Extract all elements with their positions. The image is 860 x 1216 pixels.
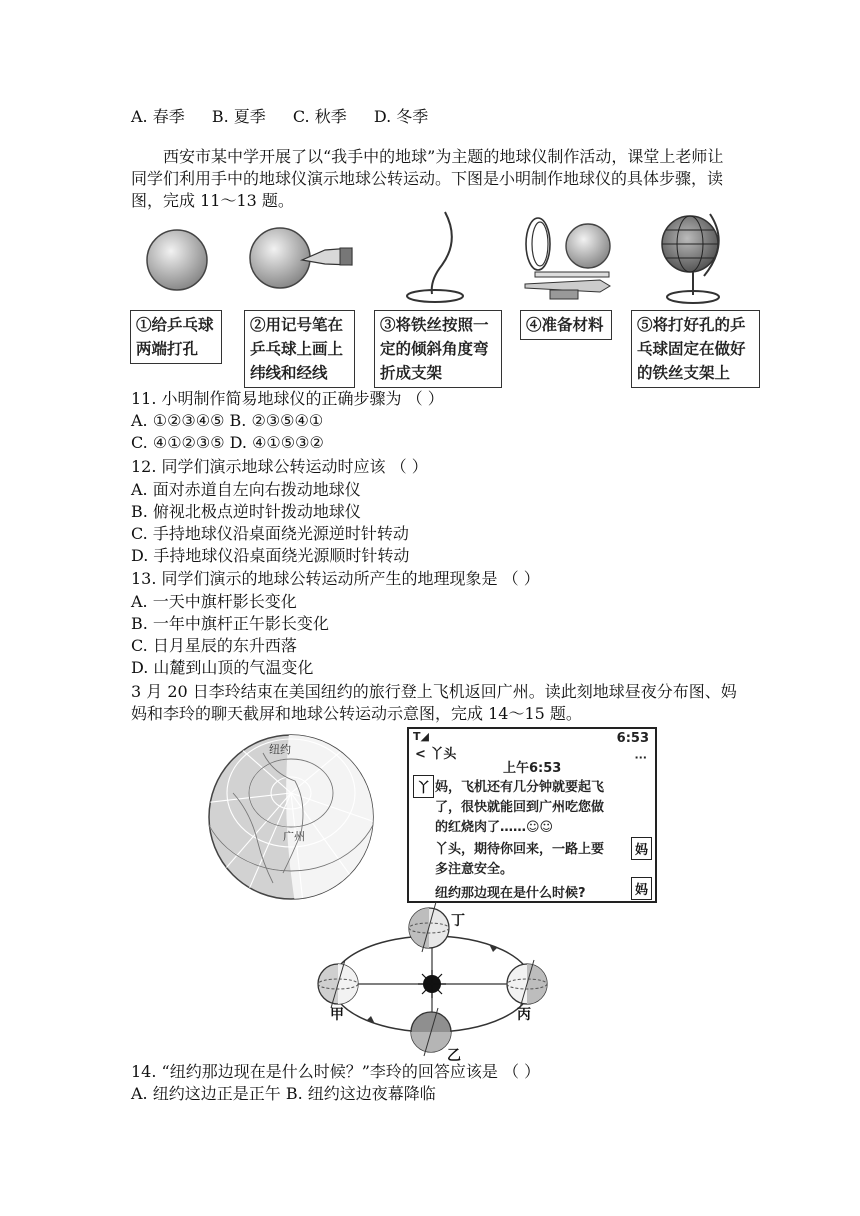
step-illustrations (130, 210, 770, 310)
q13-option-d: D. 山麓到山顶的气温变化 (131, 658, 314, 677)
label-jia: 甲 (330, 1007, 344, 1023)
q12-stem: 12. 同学们演示地球公转运动时应该 （ ） (131, 457, 428, 476)
label-bing: 丙 (517, 1007, 531, 1023)
option-d: D. 冬季 (373, 107, 429, 126)
option-b: B. 夏季 (211, 107, 266, 126)
step-box-2: ②用记号笔在乒乓球上画上纬线和经线 (244, 310, 355, 388)
msg1-line1: 妈，飞机还有几分钟就要起飞 (435, 780, 605, 795)
q12-option-a: A. 面对赤道自左向右拨动地球仪 (131, 480, 361, 499)
label-ding: 丁 (451, 913, 465, 929)
option-a: A. 春季 (131, 107, 185, 126)
msg1-line3: 的红烧肉了……☺☺ (435, 820, 554, 835)
q14-stem: 14. “纽约那边现在是什么时候？”李玲的回答应该是 （ ） (131, 1062, 541, 1081)
orbit-diagram (305, 900, 565, 1065)
finished-globe-illustration (662, 214, 719, 303)
newyork-label: 纽约 (269, 743, 291, 756)
q11-stem: 11. 小明制作简易地球仪的正确步骤为 （ ） (131, 389, 444, 408)
q13-stem: 13. 同学们演示的地球公转运动所产生的地理现象是 （ ） (131, 569, 540, 588)
more-icon[interactable]: ··· (634, 751, 647, 764)
msg2-line2: 多注意安全。 (435, 862, 514, 877)
signal-icon: T◢ (413, 730, 429, 743)
msg3: 纽约那边现在是什么时候? (435, 886, 586, 901)
day-night-globe (203, 733, 383, 903)
q13-option-c: C. 日月星辰的东升西落 (131, 636, 297, 655)
avatar-mom-2: 妈 (631, 877, 652, 900)
step-box-4: ④准备材料 (520, 310, 612, 340)
option-c: C. 秋季 (292, 107, 347, 126)
avatar-mom-1: 妈 (631, 837, 652, 860)
msg1-line2: 了，很快就能回到广州吃您做 (435, 800, 605, 815)
chat-back-title[interactable]: < 丫头 (415, 747, 457, 762)
intro-paragraph: 西安市某中学开展了以“我手中的地球”为主题的地球仪制作活动，课堂上老师让同学们利用手中的地球仪演示地球公转运动。下图是小明制作地球仪的具体步骤，读图，完成 11～13 题。 (131, 147, 724, 210)
q11-options-ab: A. ①②③④⑤ B. ②③⑤④① (131, 411, 324, 430)
step-box-1: ①给乒乓球两端打孔 (130, 310, 222, 364)
step-box-5: ⑤将打好孔的乒乓球固定在做好的铁丝支架上 (631, 310, 760, 388)
earth-bing (507, 960, 547, 1008)
guangzhou-label: 广州 (283, 830, 305, 843)
label-yi: 乙 (447, 1048, 461, 1064)
q14-options-ab: A. 纽约这边正是正午 B. 纽约这边夜幕降临 (131, 1084, 436, 1103)
step-box-3: ③将铁丝按照一定的倾斜角度弯折成支架 (374, 310, 502, 388)
status-clock: 6:53 (616, 731, 649, 746)
msg2-line1: 丫头，期待你回来，一路上要 (435, 842, 605, 857)
chat-time: 上午6:53 (503, 761, 562, 776)
q12-option-b: B. 俯视北极点逆时针拨动地球仪 (131, 502, 361, 521)
earth-ding (409, 902, 449, 952)
q12-option-c: C. 手持地球仪沿桌面绕光源逆时针转动 (131, 524, 409, 543)
intro2-paragraph: 3 月 20 日李玲结束在美国纽约的旅行登上飞机返回广州。读此刻地球昼夜分布图、妈妈和李玲的聊天截屏和地球公转运动示意图，完成 14～15 题。 (131, 682, 737, 723)
pingpong-ball-illustration (147, 230, 207, 290)
earth-yi (411, 1008, 451, 1056)
marked-ball-illustration (250, 228, 310, 288)
sun-icon (418, 970, 446, 998)
q13-option-b: B. 一年中旗杆正午影长变化 (131, 614, 329, 633)
wire-stand-illustration (407, 212, 463, 302)
q11-options-cd: C. ④①②③⑤ D. ④①⑤③② (131, 433, 324, 452)
earth-jia (318, 960, 358, 1008)
q10-options (131, 106, 450, 128)
avatar-daughter: 丫 (413, 775, 434, 798)
q13-option-a: A. 一天中旗杆影长变化 (131, 592, 297, 611)
chat-screenshot (407, 727, 657, 903)
materials-illustration (525, 218, 610, 299)
q12-option-d: D. 手持地球仪沿桌面绕光源顺时针转动 (131, 546, 410, 565)
